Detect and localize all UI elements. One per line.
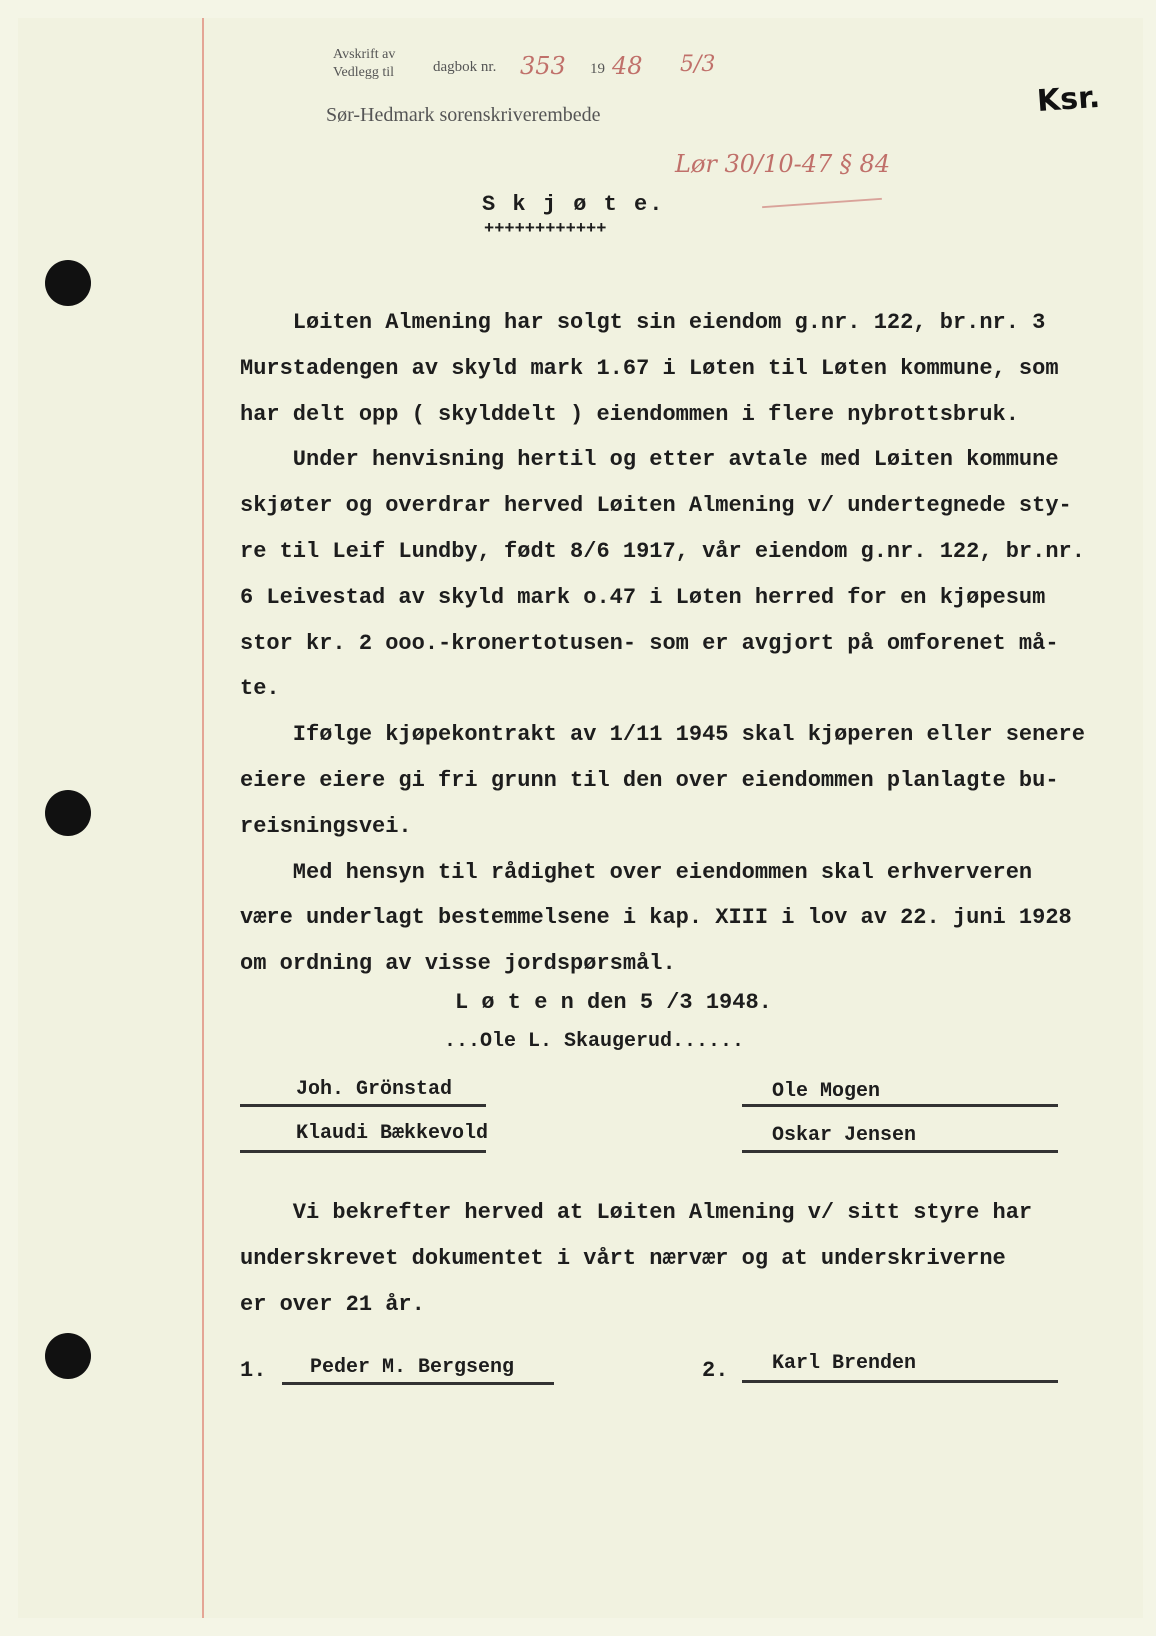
- stamp-year-prefix: 19: [590, 61, 605, 77]
- body-line: Under henvisning hertil og etter avtale med Løiten kommune: [240, 447, 1059, 473]
- signature-right-2: Oskar Jensen: [772, 1124, 917, 1147]
- dagbok-number: 353: [520, 52, 566, 80]
- handwritten-initials: Ksr.: [1035, 79, 1102, 120]
- witness-confirmation: [240, 1190, 1032, 1328]
- margin-line: [202, 18, 204, 1618]
- signature-line: [742, 1104, 1058, 1107]
- signature-left-2: Klaudi Bækkevold: [296, 1122, 489, 1145]
- body-line: Løiten Almening har solgt sin eiendom g.nr. 122, br.nr. 3: [240, 310, 1046, 335]
- signature-line: [240, 1104, 486, 1107]
- stamp-office: Sør-Hedmark sorenskriverembede: [326, 104, 601, 126]
- body-line: Ifølge kjøpekontrakt av 1/11 1945 skal kjøperen eller senere: [240, 722, 1085, 748]
- body-line: om ordning av visse jordspørsmål.: [240, 951, 676, 977]
- signature-line: [240, 1150, 486, 1153]
- title-underline: ++++++++++++: [484, 220, 607, 239]
- body-line: reisningsvei.: [240, 813, 412, 839]
- punch-hole-top: [45, 260, 91, 306]
- signature-line: [742, 1150, 1058, 1153]
- signature-line: [282, 1382, 554, 1385]
- stamp-header: [333, 46, 395, 82]
- handwritten-reference: Lør 30/10-47 § 84: [675, 150, 891, 178]
- witness-2-number: 2.: [702, 1358, 729, 1383]
- dagbok-date: 5/3: [680, 52, 716, 77]
- stamp-line2: Vedlegg til: [333, 65, 395, 80]
- dagbok-year: 48: [612, 52, 643, 80]
- stamp-dagbok-label: dagbok nr.: [433, 59, 497, 75]
- body-line: stor kr. 2 ooo.-kronertotusen- som er avgjort på omforenet må-: [240, 630, 1059, 656]
- deed-body: [240, 300, 1120, 987]
- signature-left-1: Joh. Grönstad: [296, 1078, 453, 1101]
- body-line: Med hensyn til rådighet over eiendommen skal erhververen: [240, 859, 1033, 885]
- document-title: S k j ø t e.: [482, 192, 665, 217]
- punch-hole-middle: [45, 790, 91, 836]
- chair-signature: ...Ole L. Skaugerud......: [444, 1030, 745, 1053]
- signature-right-1: Ole Mogen: [772, 1080, 881, 1103]
- confirm-line: er over 21 år.: [240, 1292, 425, 1317]
- place-date: L ø t e n den 5 /3 1948.: [455, 990, 772, 1015]
- body-line: re til Leif Lundby, født 8/6 1917, vår eiendom g.nr. 122, br.nr.: [240, 538, 1085, 564]
- body-line: eiere eiere gi fri grunn til den over eiendommen planlagte bu-: [240, 767, 1059, 793]
- stamp-line1: Avskrift av: [333, 47, 396, 62]
- witness-1-name: Peder M. Bergseng: [310, 1356, 515, 1379]
- body-line: Murstadengen av skyld mark 1.67 i Løten til Løten kommune, som: [240, 355, 1059, 381]
- body-line: 6 Leivestad av skyld mark o.47 i Løten herred for en kjøpesum: [240, 584, 1046, 610]
- body-line: te.: [240, 676, 280, 702]
- signature-line: [742, 1380, 1058, 1383]
- witness-2-name: Karl Brenden: [772, 1352, 917, 1375]
- confirm-line: underskrevet dokumentet i vårt nærvær og at underskriverne: [240, 1246, 1006, 1271]
- body-line: har delt opp ( skylddelt ) eiendommen i flere nybrottsbruk.: [240, 401, 1019, 427]
- punch-hole-bottom: [45, 1333, 91, 1379]
- witness-1-number: 1.: [240, 1358, 267, 1383]
- body-line: skjøter og overdrar herved Løiten Almening v/ undertegnede sty-: [240, 493, 1072, 519]
- body-line: være underlagt bestemmelsene i kap. XIII i lov av 22. juni 1928: [240, 905, 1072, 931]
- confirm-line: Vi bekrefter herved at Løiten Almening v/ sitt styre har: [240, 1200, 1033, 1225]
